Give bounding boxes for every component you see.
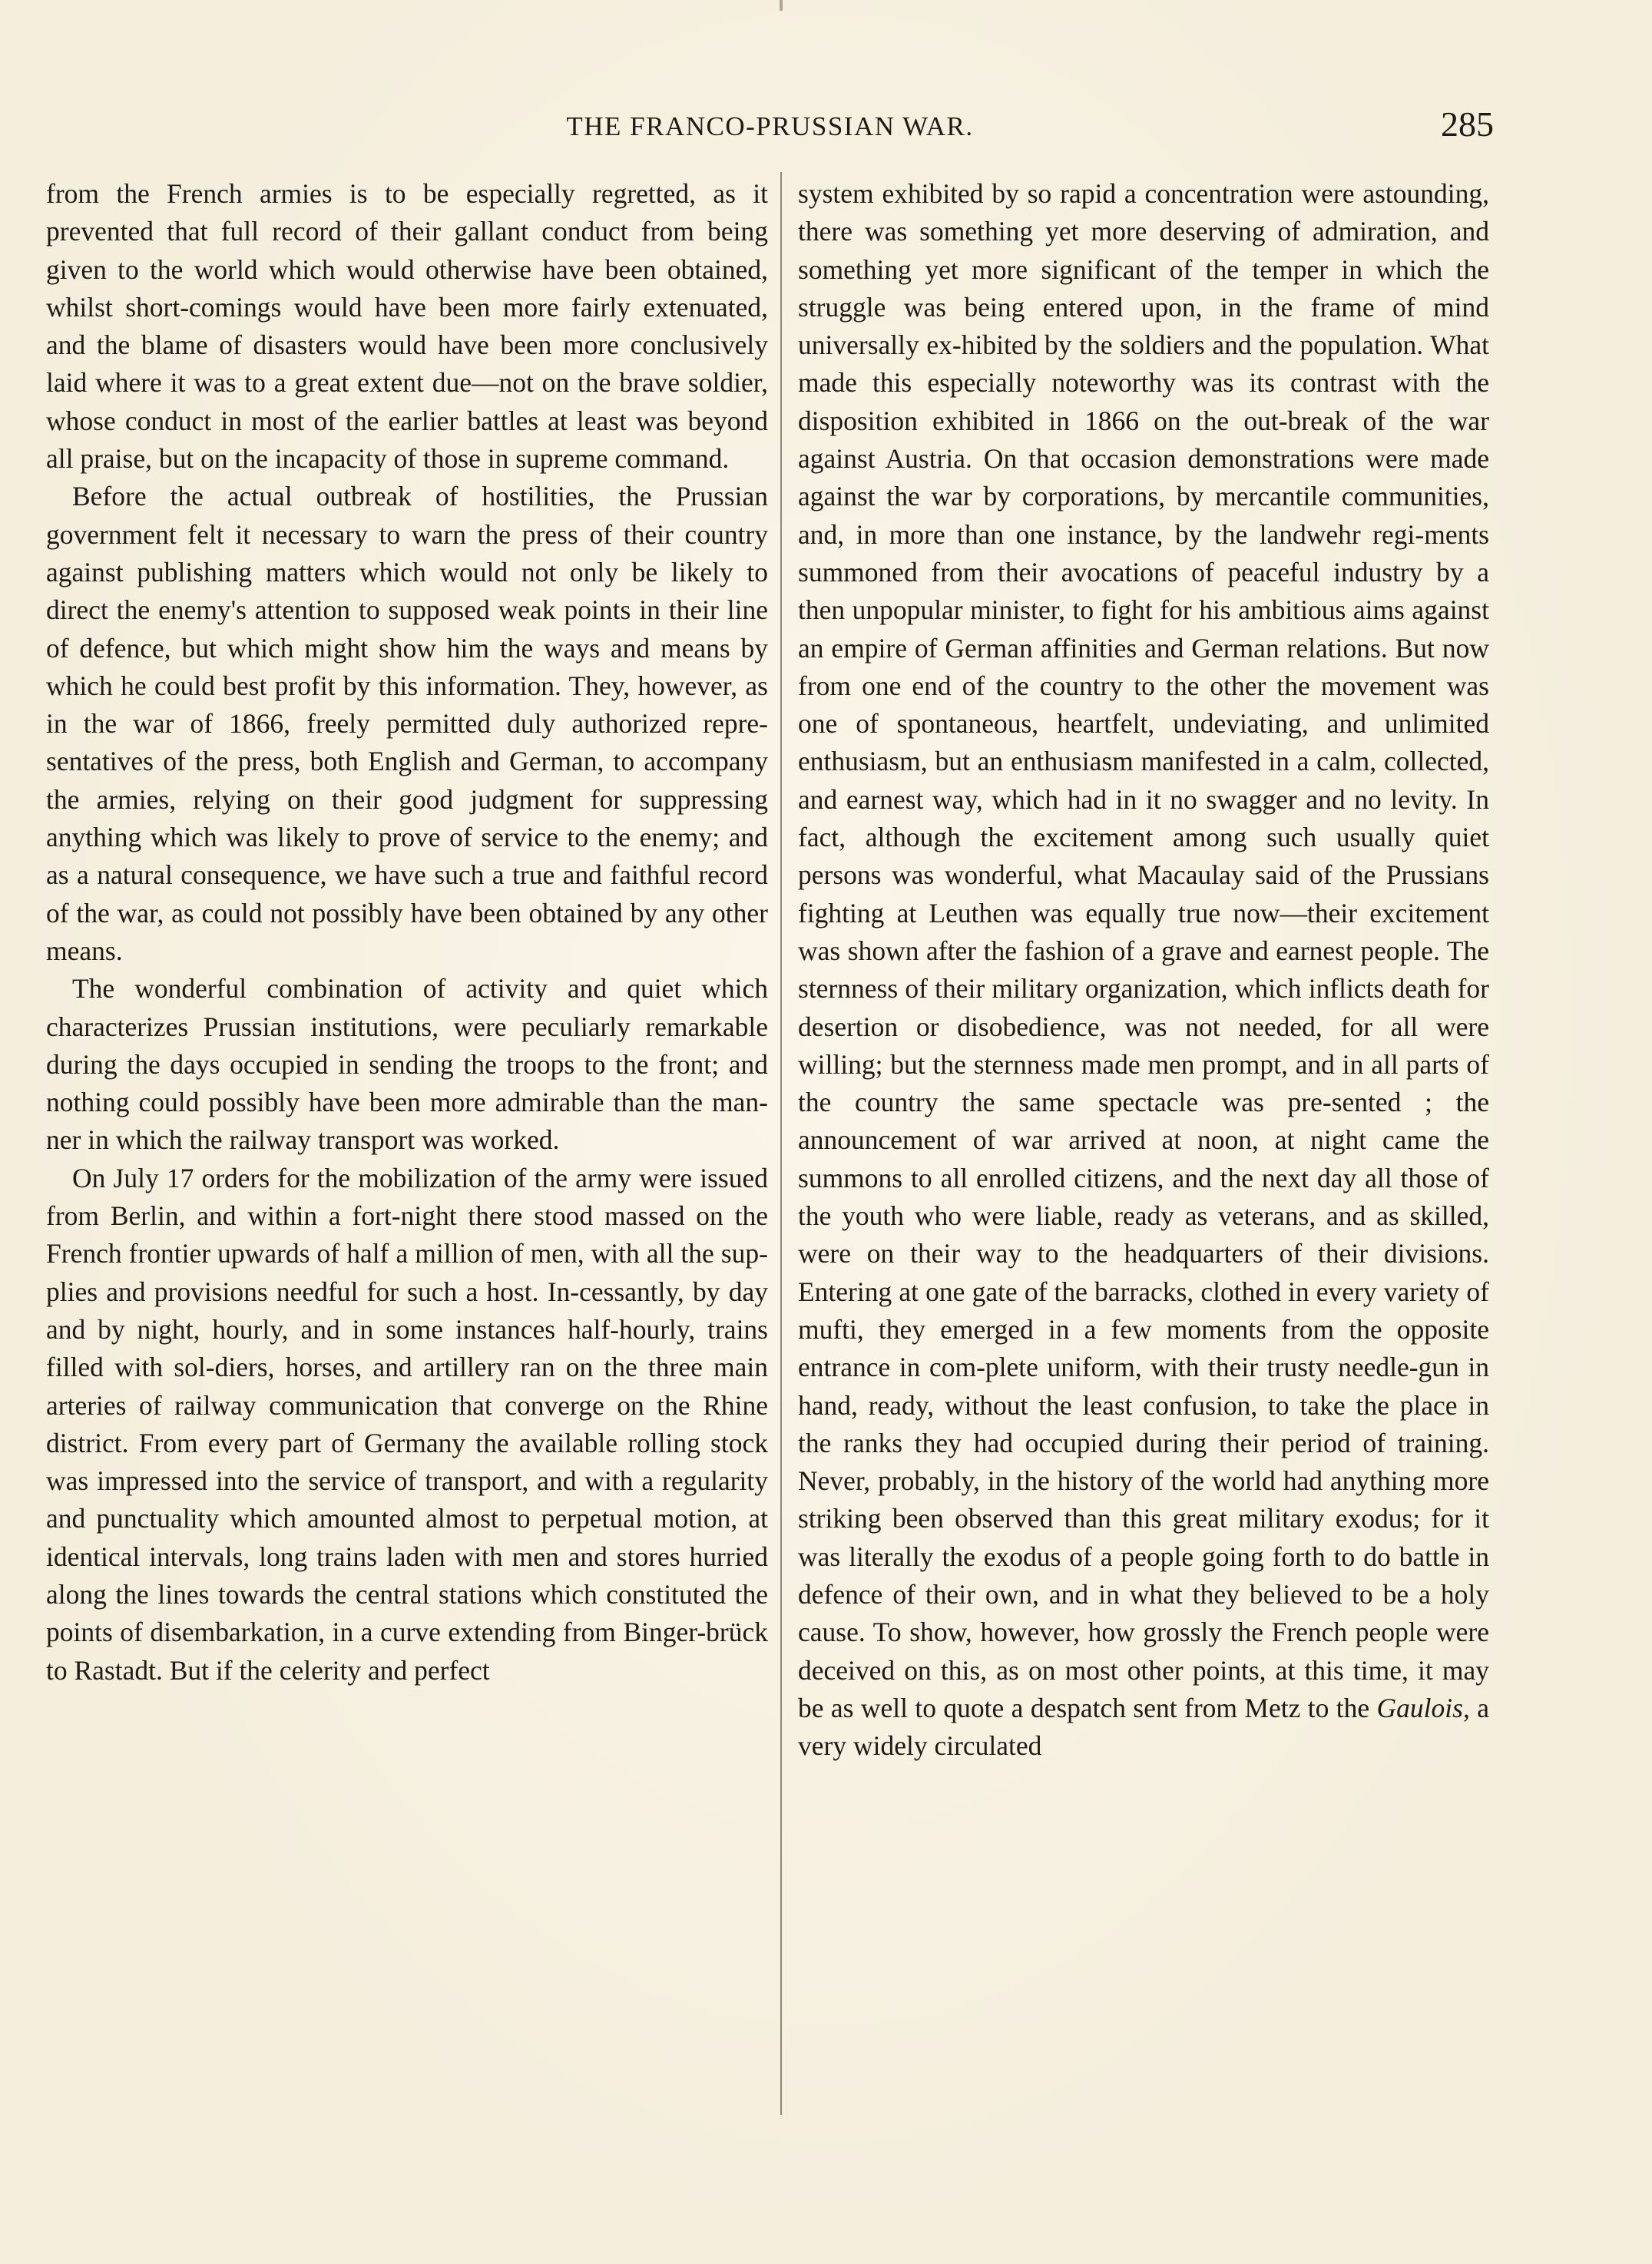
paragraph: The wonderful combination of activity and quiet which characterizes Prussian institutions, were peculiarly remarkable during the days occupied in sending the troops to the front; and nothing could possibly have been more admirable than the man-ner in which the railway transport was worked. <box>46 973 768 1156</box>
left-column <box>46 175 768 2118</box>
column-divider <box>780 172 782 2115</box>
paragraph: from the French armies is to be especially regretted, as it prevented that full record of their gallant conduct from being given to the world which would otherwise have been obtained, whilst short-comings would have been more fairly extenuated, and the blame of disasters would have been more conclusively laid where it was to a great extent due—not on the brave soldier, whose conduct in most of the earlier battles at least was beyond all praise, but on the incapacity of those in supreme command. <box>46 178 768 475</box>
page-header <box>46 104 1494 154</box>
right-column <box>798 175 1489 2118</box>
paragraph-text: system exhibited by so rapid a concentration were astounding, there was something yet more deserving of admiration, and something yet more significant of the temper in which the struggle was being entered upon, in the frame of mind universally ex-hibited by the soldiers and the population. What made this especially noteworthy was its contrast with the disposition exhibited in 1866 on the out-break of the war against Austria. On that occasion demonstrations were made against the war by corporations, by mercantile communities, and, in more than one instance, by the landwehr regi-ments summoned from their avocations of peaceful industry by a then unpopular minister, to fight for his ambitious aims against an empire of German affinities and German relations. But now from one end of the country to the other the movement was one of spontaneous, heartfelt, undeviating, and unlimited enthusiasm, but an enthusiasm manifested in a calm, collected, and earnest way, which had in it no swagger and no levity. In fact, although the excitement among such usually quiet persons was wonderful, what Macaulay said of the Prussians fighting at Leuthen was equally true now—their excitement was shown after the fashion of a grave and earnest people. The sternness of their military organization, which inflicts death for desertion or disobedience, was not needed, for all were willing; but the sternness made men prompt, and in all parts of the country the same spectacle was pre-sented ; the announcement of war arrived at noon, at night came the summons to all enrolled citizens, and the next day all those of the youth who were liable, ready as veterans, and as skilled, were on their way to the headquarters of their divisions. Entering at one gate of the barracks, clothed in every variety of mufti, they emerged in a few moments from the opposite entrance in com-plete uniform, with their trusty needle-gun in hand, ready, without the least confusion, to take the place in the ranks they had occupied during their period of training. Never, probably, in the history of the world had anything more striking been observed than this great military exodus; for it was literally the exodus of a people going forth to do battle in defence of their own, and in what they believed to be a holy cause. To show, however, how grossly the French people were deceived on this, as on most other points, at this time, it may be as well to quote a despatch sent from Metz to the <box>798 178 1489 1723</box>
top-ink-speck <box>780 0 783 11</box>
paragraph-text-end: , a very widely circulated <box>798 1692 1489 1762</box>
paragraph <box>798 175 1489 1765</box>
paragraph: Before the actual outbreak of hostilities, the Prussian government felt it necessary to warn the press of their country against publishing matters which would not only be likely to direct the enemy's attention to supposed weak points in their line of defence, but which might show him the ways and means by which he could best profit by this information. They, however, as in the war of 1866, freely permitted duly authorized repre-sentatives of the press, both English and German, to accompany the armies, relying on their good judgment for suppressing anything which was likely to prove of service to the enemy; and as a natural consequence, we have such a true and faithful record of the war, as could not possibly have been obtained by any other means. <box>46 481 768 966</box>
newspaper-title: Gaulois <box>1376 1692 1463 1723</box>
page-number: 285 <box>1441 104 1494 144</box>
running-title: THE FRANCO-PRUSSIAN WAR. <box>566 111 974 141</box>
paragraph: On July 17 orders for the mobilization of the army were issued from Berlin, and within a fort-night there stood massed on the French frontier upwards of half a million of men, with all the sup-plies and provisions needful for such a host. In-cessantly, by day and by night, hourly, and in some instances half-hourly, trains filled with sol-diers, horses, and artillery ran on the three main arteries of railway communication that converge on the Rhine district. From every part of Germany the available rolling stock was impressed into the service of transport, and with a regularity and punctuality which amounted almost to perpetual motion, at identical intervals, long trains laden with men and stores hurried along the lines towards the central stations which constituted the points of disembarkation, in a curve extending from Binger-brück to Rastadt. But if the celerity and perfect <box>46 1162 768 1686</box>
